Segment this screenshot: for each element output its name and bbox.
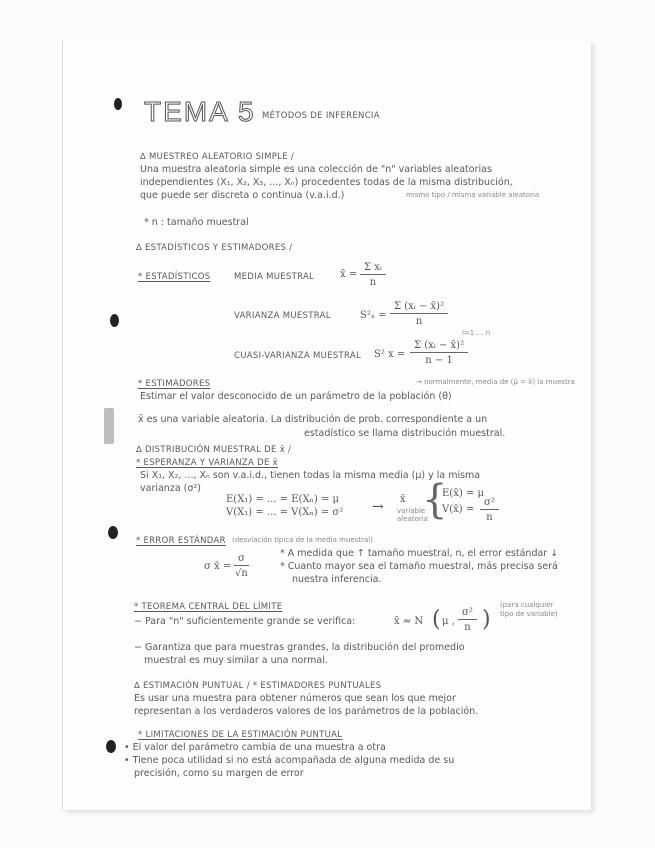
text-line: − Para "n" suficientemente grande se verifica: xyxy=(134,616,356,627)
bullet-line: * A medida que ↑ tamaño muestral, n, el error estándar ↓ xyxy=(280,548,559,559)
formula-lhs: S² x = xyxy=(374,349,406,360)
text-line: x̄ es una variable aleatoria. La distribución de prob. correspondiente a un xyxy=(138,414,488,425)
bullet-line: nuestra inferencia. xyxy=(292,574,382,585)
paren-close: ) xyxy=(482,607,491,632)
subsection-label: * ESPERANZA Y VARIANZA DE x̄ xyxy=(136,458,278,468)
formula-lhs: σ x̄ = xyxy=(204,561,232,572)
formula-label: VARIANZA MUESTRAL xyxy=(234,311,331,321)
xbar-note: aleatoria xyxy=(397,515,428,523)
fraction-denominator: n xyxy=(464,622,471,633)
arrow-icon: → xyxy=(372,499,384,515)
margin-note: mismo tipo / misma variable aleatoria xyxy=(406,191,540,199)
sum-limits: i=1 … n xyxy=(462,329,491,337)
text-line: precisión, como su margen de error xyxy=(134,768,304,779)
equation: E(x̄) = μ xyxy=(442,488,484,499)
fraction-numerator: Σ (xᵢ − x̄)² xyxy=(390,301,448,314)
fraction-numerator: Σ (xᵢ − x̄)² xyxy=(410,340,468,353)
equation: E(X₁) = ... = E(Xₙ) = μ xyxy=(226,494,340,505)
formula-lhs: S²ₓ = xyxy=(360,310,387,321)
subsection-label: * LIMITACIONES DE LA ESTIMACIÓN PUNTUAL xyxy=(138,730,343,740)
text-line: independientes (X₁, X₂, X₃, ..., Xₙ) procedentes todas de la misma distribución, xyxy=(140,177,513,188)
margin-note: (para cualquier xyxy=(500,601,554,609)
subsection-label: * ERROR ESTÁNDAR xyxy=(136,536,226,546)
cuasi-fraction xyxy=(410,340,468,366)
xbar-symbol: x̄ xyxy=(400,494,406,505)
text-line: que puede ser discreta o continua (v.a.i.d.) xyxy=(140,190,345,201)
page-title: TEMA 5 xyxy=(144,96,256,127)
xbar-note: variable xyxy=(397,507,426,515)
subsection-label: * ESTADÍSTICOS xyxy=(138,272,211,282)
tcl-fraction xyxy=(458,607,477,633)
variance-fraction xyxy=(480,497,499,523)
formula-label: MEDIA MUESTRAL xyxy=(234,272,315,282)
fraction-numerator: Σ xᵢ xyxy=(360,262,386,275)
margin-note: → normalmente, media de (μ̂ = x̄) la muestra xyxy=(416,378,575,386)
text-line: estadístico se llama distribución muestral. xyxy=(304,428,506,439)
formula-mu: μ , xyxy=(442,616,455,627)
equation: V(X₁) = ... = V(Xₙ) = σ² xyxy=(226,507,344,518)
punch-hole xyxy=(110,314,119,327)
text-line: Estimar el valor desconocido de un parámetro de la población (θ) xyxy=(140,391,452,402)
media-fraction xyxy=(360,262,386,288)
subsection-label: * ESTIMADORES xyxy=(138,379,211,389)
equation: V(x̄) = xyxy=(442,504,475,515)
bullet-line: * Cuanto mayor sea el tamaño muestral, más precisa será xyxy=(280,561,558,572)
fraction-denominator: n xyxy=(369,277,377,288)
text-line: − Garantiza que para muestras grandes, la distribución del promedio xyxy=(134,642,465,653)
section-heading: ∆ DISTRIBUCIÓN MUESTRAL DE x̄ / xyxy=(136,445,292,455)
text-line: • El valor del parámetro cambia de una muestra a otra xyxy=(124,742,386,753)
text-line: Es usar una muestra para obtener números que sean los que mejor xyxy=(134,693,456,704)
section-heading: ∆ ESTADÍSTICOS Y ESTIMADORES / xyxy=(136,243,293,253)
paren-open: ( xyxy=(432,607,441,632)
text-line: Si X₁, X₂, ..., Xₙ son v.a.i.d., tienen todas la misma media (μ) y la misma xyxy=(140,470,481,481)
margin-note: (desviación típica de la media muestral) xyxy=(232,536,373,544)
punch-hole xyxy=(108,526,118,539)
var-fraction xyxy=(390,301,448,327)
formula-lhs: x̄ ≈ N xyxy=(394,616,424,627)
fraction-numerator: σ² xyxy=(480,497,499,510)
punch-hole xyxy=(106,740,116,753)
formula-label: CUASI-VARIANZA MUESTRAL xyxy=(234,351,361,361)
text-line: representan a los verdaderos valores de los parámetros de la población. xyxy=(134,706,479,717)
subsection-label: * TEOREMA CENTRAL DEL LÍMITE xyxy=(134,602,283,612)
fraction-denominator: n xyxy=(415,316,423,327)
text-line: Una muestra aleatoria simple es una colección de "n" variables aleatorias xyxy=(140,164,492,175)
formula-lhs: x̄ = xyxy=(340,269,358,280)
bullet-line: * n : tamaño muestral xyxy=(144,217,249,228)
fraction-denominator: √n xyxy=(235,568,248,579)
error-fraction xyxy=(234,553,249,579)
fraction-denominator: n xyxy=(486,512,493,523)
margin-note: tipo de variable) xyxy=(500,610,558,618)
text-line: • Tiene poca utilidad si no está acompañada de alguna medida de su xyxy=(124,755,455,766)
page-subtitle: MÉTODOS DE INFERENCIA xyxy=(262,111,380,121)
curly-brace: { xyxy=(422,477,448,523)
fraction-numerator: σ xyxy=(234,553,249,566)
text-line: muestral es muy similar a una normal. xyxy=(144,655,328,666)
text-line: varianza (σ²) xyxy=(140,483,201,494)
sticker-tab xyxy=(104,408,114,444)
fraction-numerator: σ² xyxy=(458,607,477,620)
fraction-denominator: n − 1 xyxy=(425,355,453,366)
punch-hole xyxy=(114,98,122,110)
section-heading: ∆ MUESTREO ALEATORIO SIMPLE / xyxy=(140,152,295,162)
section-heading: ∆ ESTIMACIÓN PUNTUAL / * ESTIMADORES PUNTUALES xyxy=(134,681,382,691)
